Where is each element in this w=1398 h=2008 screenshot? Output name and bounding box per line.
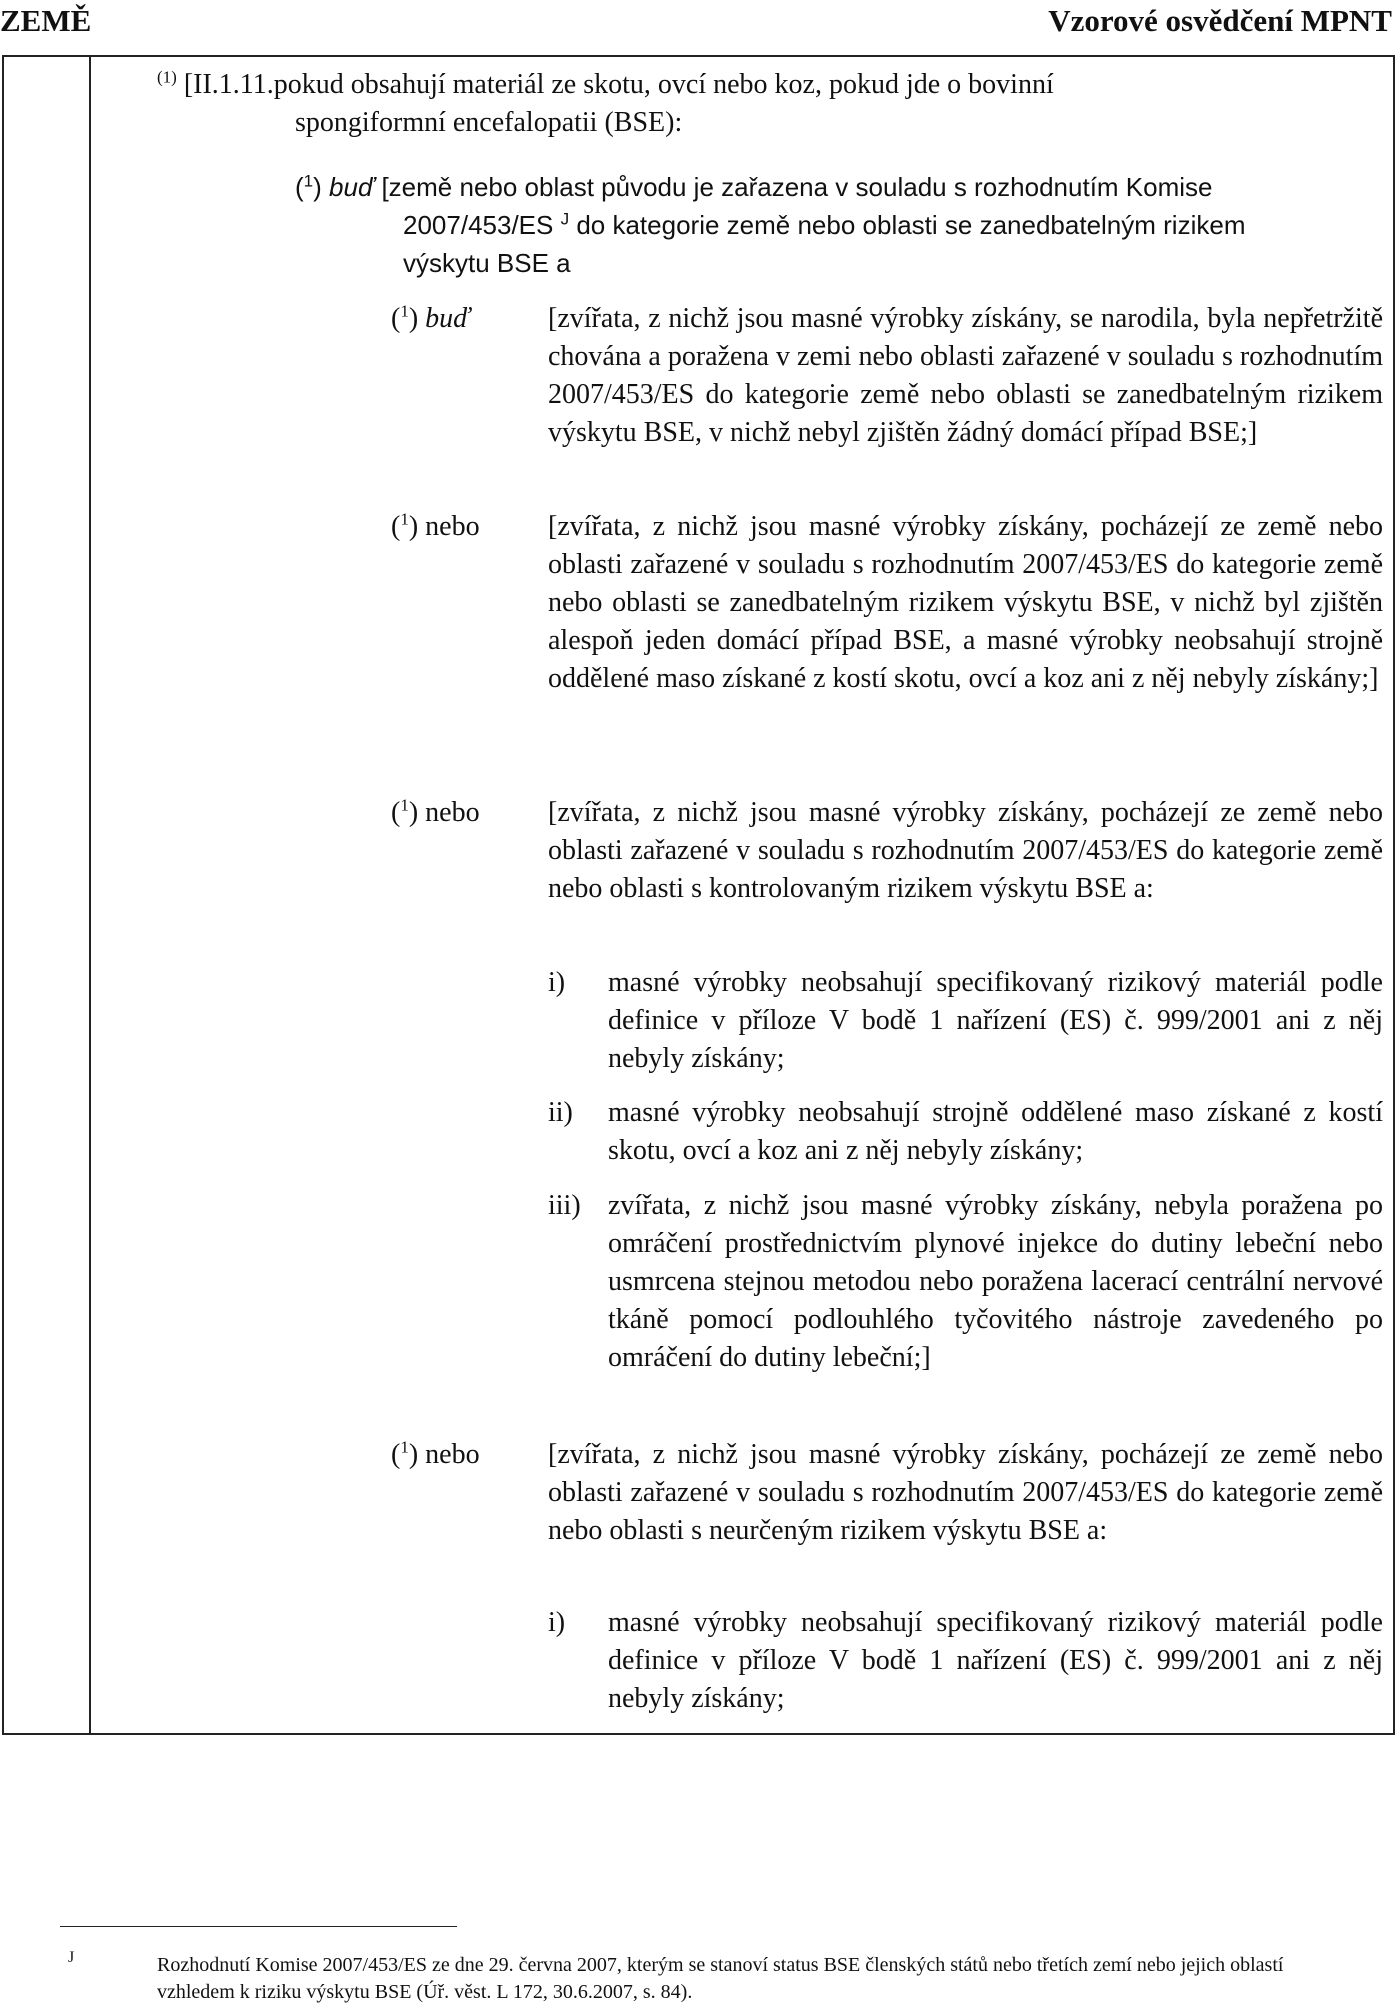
option-3-item-3-text: zvířata, z nichž jsou masné výrobky získány, nebyla poražena po omráčení prostřednictvím plynové injekce do dutiny lebeční nebo usmrcena stejnou metodou nebo poražena lacerací centrální nervové tkáně pomocí podlouhlého tyčovitého nástroje zavedeného po omráčení do dutiny lebeční;] <box>608 1190 1383 1373</box>
first-choice-paren-close: ) <box>313 172 322 202</box>
footnote-separator <box>60 1926 457 1927</box>
option-1-label: ($^1$) buď <box>391 301 471 334</box>
option-1-text: [zvířata, z nichž jsou masné výrobky získány, se narodila, byla nepřetržitě chována a poražena v zemi nebo oblasti zařazené v souladu s rozhodnutím 2007/453/ES do kategorie země nebo oblasti se zanedbatelným rizikem výskytu BSE, v nichž nebyl zjištěn žádný domácí případ BSE;] <box>548 303 1383 448</box>
first-choice-line1 <box>295 168 1383 206</box>
first-choice-keyword: buď <box>329 172 375 202</box>
option-2-text: [zvířata, z nichž jsou masné výrobky získány, pocházejí ze země nebo oblasti zařazené v souladu s rozhodnutím 2007/453/ES do kategorie země nebo oblasti se zanedbatelným rizikem výskytu BSE, v nichž byl zjištěn alespoň jeden domácí případ BSE, a masné výrobky neobsahují strojně oddělené maso získané z kostí skotu, ovcí a koz ani z něj nebyly získány;] <box>548 511 1383 694</box>
option-4-item-1-text: masné výrobky neobsahují specifikovaný rizikový materiál podle definice v příloze V bodě 1 nařízení (ES) č. 999/2001 ani z něj nebyly získány; <box>608 1607 1383 1714</box>
first-choice-footnote-ref: 1 <box>303 171 314 191</box>
section-heading-line2: spongiformní encefalopatii (BSE): <box>295 107 683 138</box>
first-choice-text-c: do kategorie země nebo oblasti se zanedbatelným rizikem <box>576 210 1246 240</box>
option-4-item-1-num: i) <box>548 1607 566 1638</box>
option-2-label: ($^1$) nebo <box>391 509 480 542</box>
header-certificate-title: Vzorové osvědčení MPNT <box>1048 3 1392 38</box>
option-3-label: ($^1$) nebo <box>391 795 480 828</box>
option-3-item-1-text: masné výrobky neobsahují specifikovaný rizikový materiál podle definice v příloze V bodě 1 nařízení (ES) č. 999/2001 ani z něj nebyly získány; <box>608 967 1383 1074</box>
first-choice-decision-ref: 2007/453/ES <box>403 210 554 240</box>
section-heading-line1 <box>157 66 1383 104</box>
section-number: [II.1.11. <box>183 69 274 100</box>
option-3-item-3-num: iii) <box>548 1190 581 1221</box>
section-footnote-ref: (1) <box>157 67 177 87</box>
first-choice-paren-open: ( <box>295 172 304 202</box>
section-title: pokud obsahují materiál ze skotu, ovcí nebo koz, pokud jde o bovinní <box>273 69 1054 100</box>
option-3-item-2-text: masné výrobky neobsahují strojně oddělené maso získané z kostí skotu, ovcí a koz ani z něj nebyly získány; <box>608 1097 1383 1166</box>
footnote-text: Rozhodnutí Komise 2007/453/ES ze dne 29. června 2007, kterým se stanoví status BSE členských států nebo třetích zemí nebo jejich oblastí vzhledem k riziku výskytu BSE (Úř. věst. L 172, 30.6.2007, s. 84). <box>157 1954 1284 2003</box>
option-3-text: [zvířata, z nichž jsou masné výrobky získány, pocházejí ze země nebo oblasti zařazené v souladu s rozhodnutím 2007/453/ES do kategorie země nebo oblasti s kontrolovaným rizikem výskytu BSE a: <box>548 797 1383 904</box>
option-3-item-1-num: i) <box>548 967 566 998</box>
first-choice-line3: výskytu BSE a <box>403 248 571 278</box>
first-choice-line2 <box>403 206 1383 244</box>
option-3-item-2-num: ii) <box>548 1097 573 1128</box>
option-4-label: ($^1$) nebo <box>391 1437 480 1470</box>
first-choice-footnote-j: J <box>560 209 570 229</box>
header-country: ZEMĚ <box>0 3 92 38</box>
footnote-mark: J <box>68 1949 75 1966</box>
first-choice-text-a: [země nebo oblast původu je zařazena v souladu s rozhodnutím Komise <box>381 172 1213 202</box>
option-4-text: [zvířata, z nichž jsou masné výrobky získány, pocházejí ze země nebo oblasti zařazené v souladu s rozhodnutím 2007/453/ES do kategorie země nebo oblasti s neurčeným rizikem výskytu BSE a: <box>548 1439 1383 1546</box>
column-divider <box>89 57 91 1733</box>
